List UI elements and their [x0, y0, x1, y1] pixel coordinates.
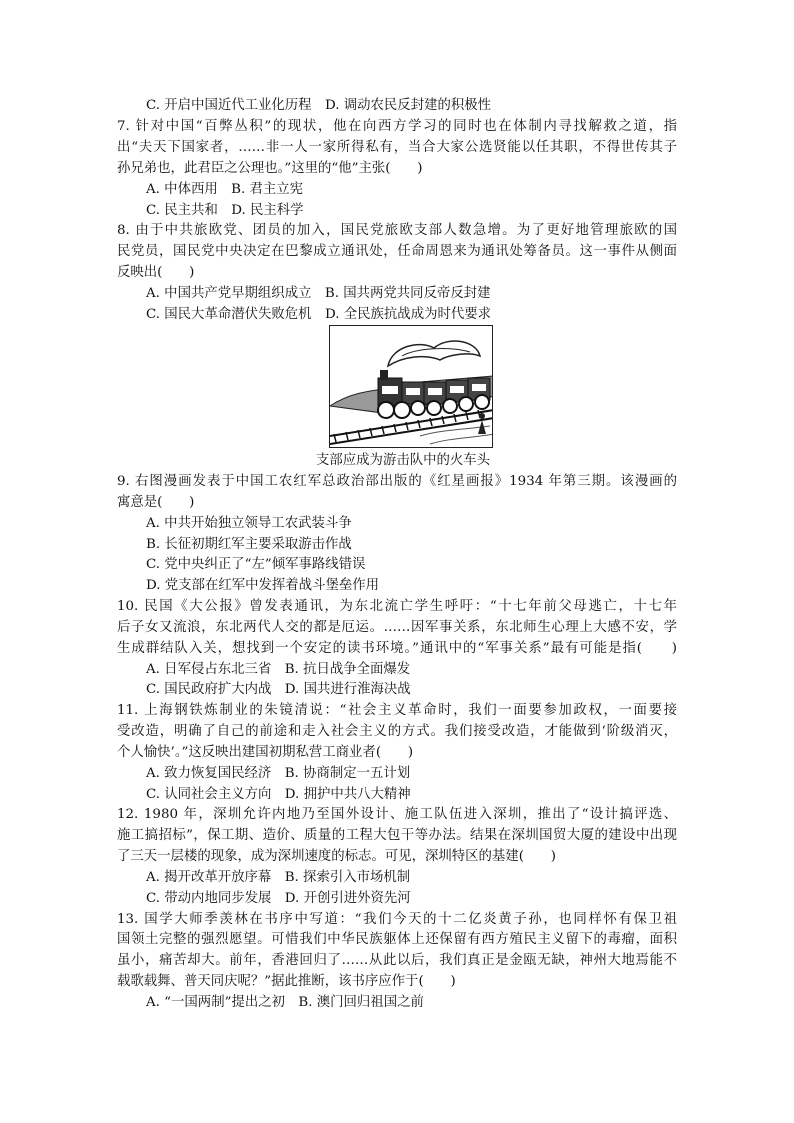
q10-stem-line-2: 后子女又流浪，东北两代人交的都是厄运。……因军事关系，东北师生心理上大感不安，学 [117, 620, 677, 635]
q8-options-cd: C. 国民大革命潜伏失败危机 D. 全民族抗战成为时代要求 [146, 307, 492, 322]
q11-stem-line-2: 受改造，明确了自己的前途和走入社会主义的方式。我们接受改造，才能做到‘阶级消灭， [117, 724, 677, 739]
cartoon-train-image [329, 325, 493, 448]
q9-option-d: D. 党支部在红军中发挥着战斗堡垒作用 [146, 578, 380, 593]
q9-stem-line-1: 9. 右图漫画发表于中国工农红军总政治部出版的《红星画报》1934 年第三期。该漫画的 [117, 474, 677, 489]
q10-options-cd: C. 国民政府扩大内战 D. 国共进行淮海决战 [146, 682, 411, 697]
figure-caption: 支部应成为游击队中的火车头 [316, 453, 491, 468]
q12-stem-line-1: 12. 1980 年，深圳允许内地乃至国外设计、施工队伍进入深圳，推出了“设计搞评选、 [117, 807, 677, 822]
q8-options-ab: A. 中国共产党早期组织成立 B. 国共两党共同反帝反封建 [146, 286, 491, 301]
q7-stem-line-1: 7. 针对中国“百弊丛积”的现状，他在向西方学习的同时也在体制内寻找解救之道，指 [117, 119, 677, 134]
q10-options-ab: A. 日军侵占东北三省 B. 抗日战争全面爆发 [146, 662, 411, 677]
q9-option-b: B. 长征初期红军主要采取游击作战 [146, 537, 352, 552]
q11-options-ab: A. 致力恢复国民经济 B. 协商制定一五计划 [146, 766, 411, 781]
q9-stem-line-2: 寓意是( ) [117, 495, 195, 510]
q9-option-c: C. 党中央纠正了“左”倾军事路线错误 [146, 557, 366, 572]
q8-stem-line-2: 民党员，国民党中央决定在巴黎成立通讯处，任命周恩来为通讯处筹备员。这一事件从侧面 [117, 244, 677, 259]
q8-stem-line-1: 8. 由于中共旅欧党、团员的加入，国民党旅欧支部人数急增。为了更好地管理旅欧的国 [117, 223, 677, 238]
q12-options-cd: C. 带动内地同步发展 D. 开创引进外资先河 [146, 891, 411, 906]
q6-options-cd: C. 开启中国近代工业化历程 D. 调动农民反封建的积极性 [146, 98, 492, 113]
q13-stem-line-1: 13. 国学大师季羡林在书序中写道：“我们今天的十二亿炎黄子孙，也同样怀有保卫祖 [117, 912, 677, 927]
train-cartoon-drawing [330, 326, 493, 448]
q12-stem-line-2: 施工搞招标”，保工期、造价、质量的工程大包干等办法。结果在深圳国贸大厦的建设中出现 [117, 828, 677, 843]
q11-stem-line-1: 11. 上海钢铁炼制业的朱镜清说：“社会主义革命时，我们一面要参加政权，一面要接 [117, 703, 677, 718]
q7-stem-line-3: 孙兄弟也，此君臣之公理也。”这里的“他”主张( ) [117, 161, 423, 176]
q7-options-cd: C. 民主共和 D. 民主科学 [146, 203, 304, 218]
q10-stem-line-3: 生成群结队入关，想找到一个安定的读书环境。”通讯中的“军事关系”最有可能是指( ) [117, 641, 677, 656]
q13-stem-line-4: 载歌载舞、普天同庆呢？”据此推断，该书序应作于( ) [117, 974, 456, 989]
q7-options-ab: A. 中体西用 B. 君主立宪 [146, 182, 304, 197]
q13-stem-line-3: 虽小，痛苦却大。前年，香港回归了……从此以后，我们真正是金瓯无缺，神州大地焉能不 [117, 953, 677, 968]
q7-stem-line-2: 出“夫天下国家者，……非一人一家所得私有，当合大家公选贤能以任其职，不得世传其子 [117, 140, 677, 155]
q12-stem-line-3: 了三天一层楼的现象，成为深圳速度的标志。可见，深圳特区的基建( ) [117, 849, 556, 864]
q11-options-cd: C. 认同社会主义方向 D. 拥护中共八大精神 [146, 787, 411, 802]
q13-stem-line-2: 国领土完整的强烈愿望。可惜我们中华民族躯体上还保留有西方殖民主义留下的毒瘤，面积 [117, 932, 677, 947]
q12-options-ab: A. 揭开改革开放序幕 B. 探索引入市场机制 [146, 870, 411, 885]
q9-option-a: A. 中共开始独立领导工农武装斗争 [146, 516, 352, 531]
q10-stem-line-1: 10. 民国《大公报》曾发表通讯，为东北流亡学生呼吁：“十七年前父母逃亡，十七年 [117, 599, 677, 614]
q8-stem-line-3: 反映出( ) [117, 265, 195, 280]
q13-options-ab: A. “一国两制”提出之初 B. 澳门回归祖国之前 [146, 995, 424, 1010]
q11-stem-line-3: 个人愉快’。”这反映出建国初期私营工商业者( ) [117, 745, 414, 760]
